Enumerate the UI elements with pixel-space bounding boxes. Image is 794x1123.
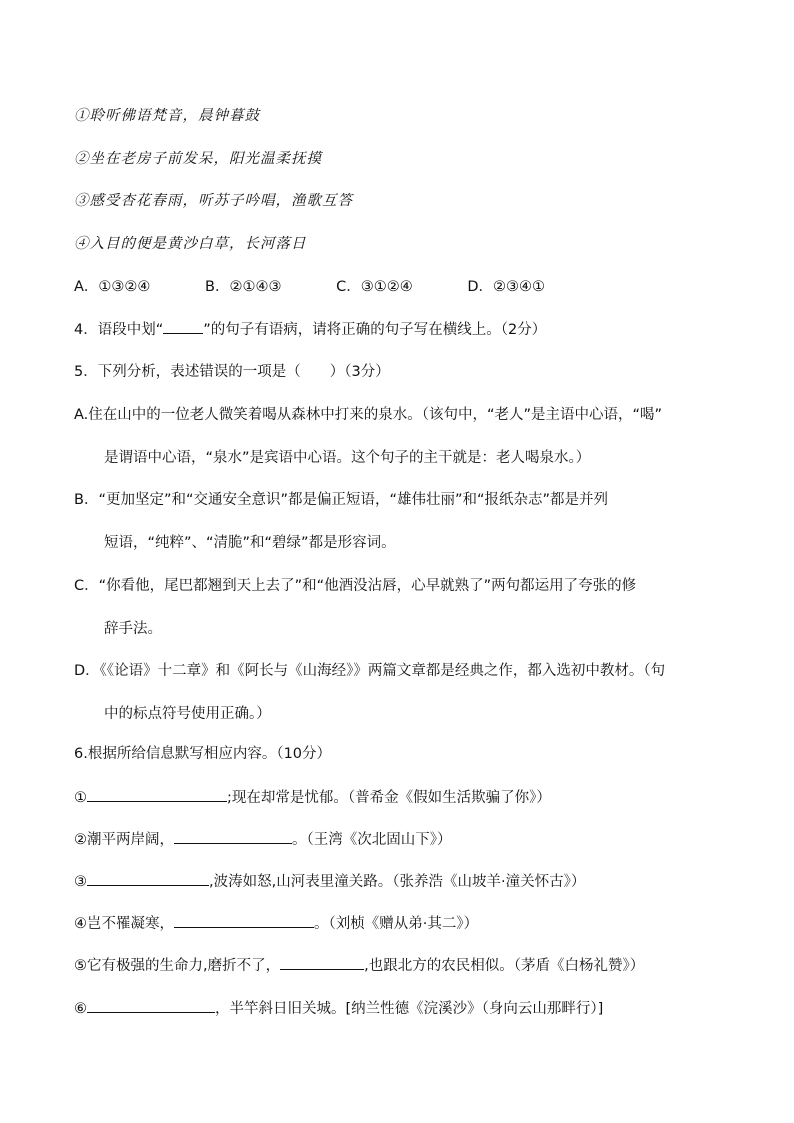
option-c-line-2: 辞手法。 xyxy=(104,621,162,637)
dict-2-pre: ②潮平两岸阔， xyxy=(74,832,174,848)
dictation-item-2 xyxy=(74,829,734,850)
dictation-item-4 xyxy=(74,913,734,934)
dictation-item-1 xyxy=(74,787,734,808)
q4-text-before: 4．语段中划“ xyxy=(74,322,164,338)
dict-1-blank[interactable] xyxy=(87,787,227,802)
dict-1-pre: ① xyxy=(74,790,87,806)
option-b-line-2: 短语，“纯粹”、“清脆”和“碧绿”都是形容词。 xyxy=(104,535,396,551)
poem-line-3: ③感受杏花春雨，听苏子吟唱，渔歌互答 xyxy=(74,193,353,209)
answer-choices xyxy=(74,277,734,297)
dict-5-blank[interactable] xyxy=(280,955,364,970)
poem-line-2: ②坐在老房子前发呆，阳光温柔抚摸 xyxy=(74,151,322,167)
option-a-line-1: A.住在山中的一位老人微笑着喝从森林中打来的泉水。（该句中，“老人”是主语中心语，“喝” xyxy=(74,407,663,423)
dict-2-post: 。（王湾《次北固山下》） xyxy=(292,832,452,848)
option-b-line-1: B．“更加坚定”和“交通安全意识”都是偏正短语，“雄伟壮丽”和“报纸杂志”都是并列 xyxy=(74,492,609,508)
dict-3-post: ,波涛如怒,山河表里潼关路。（张养浩《山坡羊·潼关怀古》） xyxy=(209,874,586,890)
dict-2-blank[interactable] xyxy=(174,829,292,844)
choice-b: B．②①④③ xyxy=(205,279,282,295)
q4-text-after: ”的句子有语病，请将正确的句子写在横线上。（2分） xyxy=(203,322,547,338)
dict-6-post: ，半竿斜日旧关城。[纳兰性德《浣溪沙》（身向云山那畔行）] xyxy=(215,1001,604,1017)
option-a-line-2: 是谓语中心语，“泉水”是宾语中心语。这个句子的主干就是：老人喝泉水。） xyxy=(104,450,591,466)
dict-4-blank[interactable] xyxy=(174,913,314,928)
choice-a: A．①③②④ xyxy=(74,279,151,295)
dictation-item-5 xyxy=(74,955,734,976)
choice-d: D．②③④① xyxy=(467,279,545,295)
question-6: 6.根据所给信息默写相应内容。（10分） xyxy=(74,746,332,762)
dictation-item-6 xyxy=(74,998,734,1019)
dictation-item-3 xyxy=(74,871,734,892)
dict-4-post: 。（刘桢《赠从弟·其二》） xyxy=(314,916,479,932)
dict-3-blank[interactable] xyxy=(87,871,209,886)
question-4 xyxy=(74,319,734,340)
option-c-line-1: C．“你看他，尾巴都翘到天上去了”和“他酒没沾唇，心早就熟了”两句都运用了夸张的修 xyxy=(74,578,637,594)
dict-1-post: ;现在却常是忧郁。（普希金《假如生活欺骗了你》） xyxy=(227,790,551,806)
dict-5-post: ,也跟北方的农民相似。（茅盾《白杨礼赞》） xyxy=(364,958,645,974)
poem-line-1: ①聆听佛语梵音，晨钟暮鼓 xyxy=(74,108,260,124)
question-5: 5．下列分析，表述错误的一项是（ ）（3分） xyxy=(74,364,390,380)
choice-c: C．③①②④ xyxy=(336,279,413,295)
dict-6-pre: ⑥ xyxy=(74,1001,87,1017)
dict-4-pre: ④岂不罹凝寒， xyxy=(74,916,174,932)
option-d-line-1: D．《《论语》十二章》和《阿长与《山海经》》两篇文章都是经典之作，都入选初中教材。（句 xyxy=(74,663,666,679)
option-d-line-2: 中的标点符号使用正确。） xyxy=(104,706,271,722)
q4-underline-blank xyxy=(163,319,203,334)
dict-5-pre: ⑤它有极强的生命力,磨折不了， xyxy=(74,958,281,974)
dict-6-blank[interactable] xyxy=(87,998,215,1013)
dict-3-pre: ③ xyxy=(74,874,87,890)
poem-line-4: ④入目的便是黄沙白草，长河落日 xyxy=(74,236,307,252)
